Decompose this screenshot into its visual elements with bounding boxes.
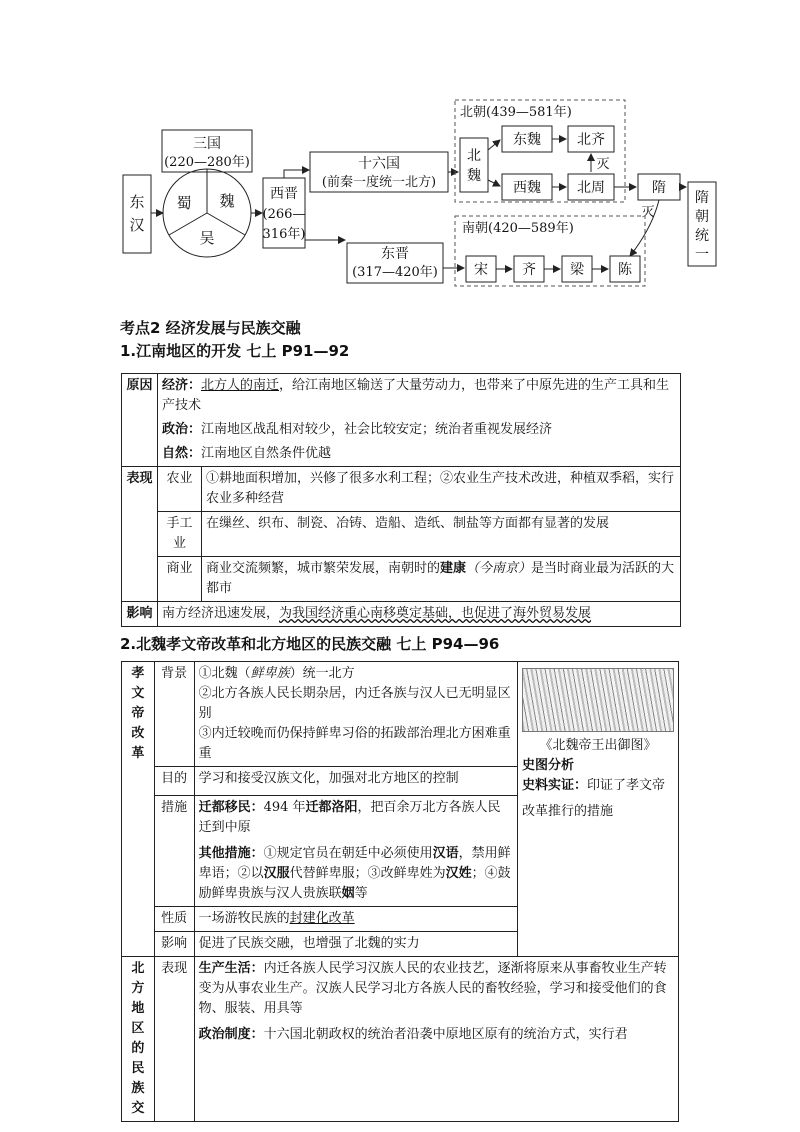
- section-title: 考点2 经济发展与民族交融: [120, 319, 301, 337]
- node-three-kingdoms: 三国: [193, 136, 221, 152]
- node-sui-unify-3: 统: [695, 228, 709, 244]
- node-beiwei-1: 北: [467, 148, 481, 164]
- node-donghan-2: 汉: [129, 216, 145, 234]
- kingdom-wei: 魏: [219, 192, 235, 210]
- image-analysis-proof: 史料实证：印证了孝文帝: [522, 778, 666, 793]
- sub-label-performance: 表现: [154, 957, 194, 1122]
- measure-other: 其他措施：①规定官员在朝廷中必须使用汉语，禁用鲜卑语；②以汉服代替鲜卑服；③改鲜卑姓为汉姓；④鼓励鲜卑贵族与汉人贵族联姻等: [198, 846, 511, 901]
- node-xiwei: 西魏: [513, 180, 541, 196]
- commerce-text: 商业交流频繁，城市繁荣发展，南朝时的建康（今南京）是当时商业最为活跃的大都市: [202, 557, 681, 602]
- row-label-influence: 影响: [122, 602, 158, 627]
- table-row: [122, 374, 681, 467]
- row-label-ethnic-fusion: 北方地区的民族交: [122, 957, 155, 1122]
- node-dongjin-years: (317—420年): [352, 265, 438, 280]
- node-xijin-years-1: (266—: [262, 207, 306, 222]
- table-row: [122, 512, 681, 557]
- node-beiwei-2: 魏: [467, 168, 481, 184]
- node-xijin: 西晋: [270, 186, 298, 202]
- sub-label-impact: 影响: [154, 932, 194, 957]
- node-sui-unify-2: 朝: [695, 209, 709, 225]
- subsection-2-title: 2.北魏孝文帝改革和北方地区的民族交融 七上 P94—96: [120, 635, 500, 653]
- node-dongjin: 东晋: [381, 246, 409, 262]
- north-dynasties-title: 北朝(439—581年): [460, 105, 572, 120]
- background-item-2: ②北方各族人民长期杂居，内迁各族与汉人已无明显区别: [198, 686, 511, 721]
- background-item-1: ①北魏（鲜卑族）统一北方: [198, 666, 355, 681]
- row-label-cause: 原因: [122, 374, 158, 467]
- fusion-production-life: 生产生活：内迁各族人民学习汉族人民的农业技艺，逐渐将原来从事畜牧业生产转变为从事农业生产。汉族人民学习北方各族人民的畜牧经验，学习和接受他们的食物、服装、用具等: [198, 961, 667, 1016]
- cause-cell: [158, 374, 681, 467]
- fusion-political-system: 政治制度：十六国北朝政权的统治者沿袭中原地区原有的统治方式，实行君: [198, 1027, 628, 1042]
- sub-label-commerce: 商业: [158, 557, 202, 602]
- node-three-kingdoms-years: (220—280年): [164, 155, 250, 170]
- sub-label-nature: 性质: [154, 907, 194, 932]
- node-dongwei: 东魏: [513, 132, 541, 148]
- image-analysis-proof-2: 改革推行的措施: [522, 804, 614, 819]
- node-beiqi: 北齐: [577, 132, 605, 148]
- table-row: [122, 467, 681, 512]
- cause-politics: 政治：江南地区战乱相对较少，社会比较安定；统治者重视发展经济: [162, 422, 553, 437]
- aim-text: 学习和接受汉族文化，加强对北方地区的控制: [194, 767, 517, 796]
- agriculture-text: ①耕地面积增加，兴修了很多水利工程；②农业生产技术改进，种植双季稻，实行农业多种经营: [202, 467, 681, 512]
- sub-label-background: 背景: [154, 662, 194, 767]
- node-sui: 隋: [652, 180, 666, 196]
- image-caption: 《北魏帝王出御图》: [539, 738, 657, 753]
- node-sui-unify-4: 一: [695, 247, 709, 263]
- measures-text: [194, 796, 517, 907]
- node-sixteen-kingdoms: 十六国: [358, 156, 400, 172]
- kingdom-wu: 吴: [199, 229, 215, 247]
- table-row: [122, 602, 681, 627]
- subsection-1-title: 1.江南地区的开发 七上 P91—92: [120, 342, 350, 360]
- node-xijin-years-2: 316年): [262, 227, 306, 242]
- south-dynasties-title: 南朝(420—589年): [462, 221, 574, 236]
- sub-label-handicraft: 手工业: [158, 512, 202, 557]
- table-row: [122, 957, 679, 1122]
- node-sui-unify-1: 隋: [695, 190, 709, 206]
- node-qi: 齐: [522, 262, 536, 278]
- row-label-reform: 孝文帝改革: [122, 662, 155, 957]
- table-row: [122, 557, 681, 602]
- row-label-performance: 表现: [122, 467, 158, 602]
- sub-label-agriculture: 农业: [158, 467, 202, 512]
- node-donghan-1: 东: [129, 193, 145, 211]
- impact-text: 促进了民族交融，也增强了北魏的实力: [194, 932, 517, 957]
- background-item-3: ③内迁较晚而仍保持鲜卑习俗的拓跋部治理北方困难重重: [198, 726, 511, 761]
- history-flow-diagram: [0, 0, 800, 300]
- history-image-analysis: [518, 662, 679, 957]
- node-song: 宋: [474, 262, 488, 278]
- label-mie-2: 灭: [641, 205, 655, 220]
- node-sixteen-note: (前秦一度统一北方): [321, 175, 437, 190]
- fusion-text: [194, 957, 678, 1122]
- node-liang: 梁: [570, 262, 584, 278]
- table-row: [122, 662, 679, 767]
- handicraft-text: 在缫丝、织布、制瓷、冶铸、造船、造纸、制盐等方面都有显著的发展: [202, 512, 681, 557]
- measure-migration: 迁都移民：494 年迁都洛阳，把百余万北方各族人民迁到中原: [198, 800, 501, 835]
- jiangnan-development-table: [121, 373, 681, 627]
- cause-nature: 自然：江南地区自然条件优越: [162, 446, 332, 461]
- node-chen: 陈: [618, 262, 632, 278]
- sub-label-measures: 措施: [154, 796, 194, 907]
- sub-label-aim: 目的: [154, 767, 194, 796]
- node-beizhou: 北周: [577, 180, 605, 196]
- cause-economy: 经济：北方人的南迁，给江南地区输送了大量劳动力，也带来了中原先进的生产工具和生产技术: [162, 378, 670, 413]
- nature-text: 一场游牧民族的封建化改革: [194, 907, 517, 932]
- label-mie-1: 灭: [596, 157, 610, 172]
- xiaowen-reform-table: [121, 661, 679, 1122]
- kingdom-shu: 蜀: [176, 194, 192, 212]
- northern-wei-emperor-procession-image: [522, 668, 674, 732]
- influence-text: 南方经济迅速发展，为我国经济重心南移奠定基础，也促进了海外贸易发展: [158, 602, 681, 627]
- image-analysis-title: 史图分析: [522, 758, 575, 773]
- background-text: [194, 662, 517, 767]
